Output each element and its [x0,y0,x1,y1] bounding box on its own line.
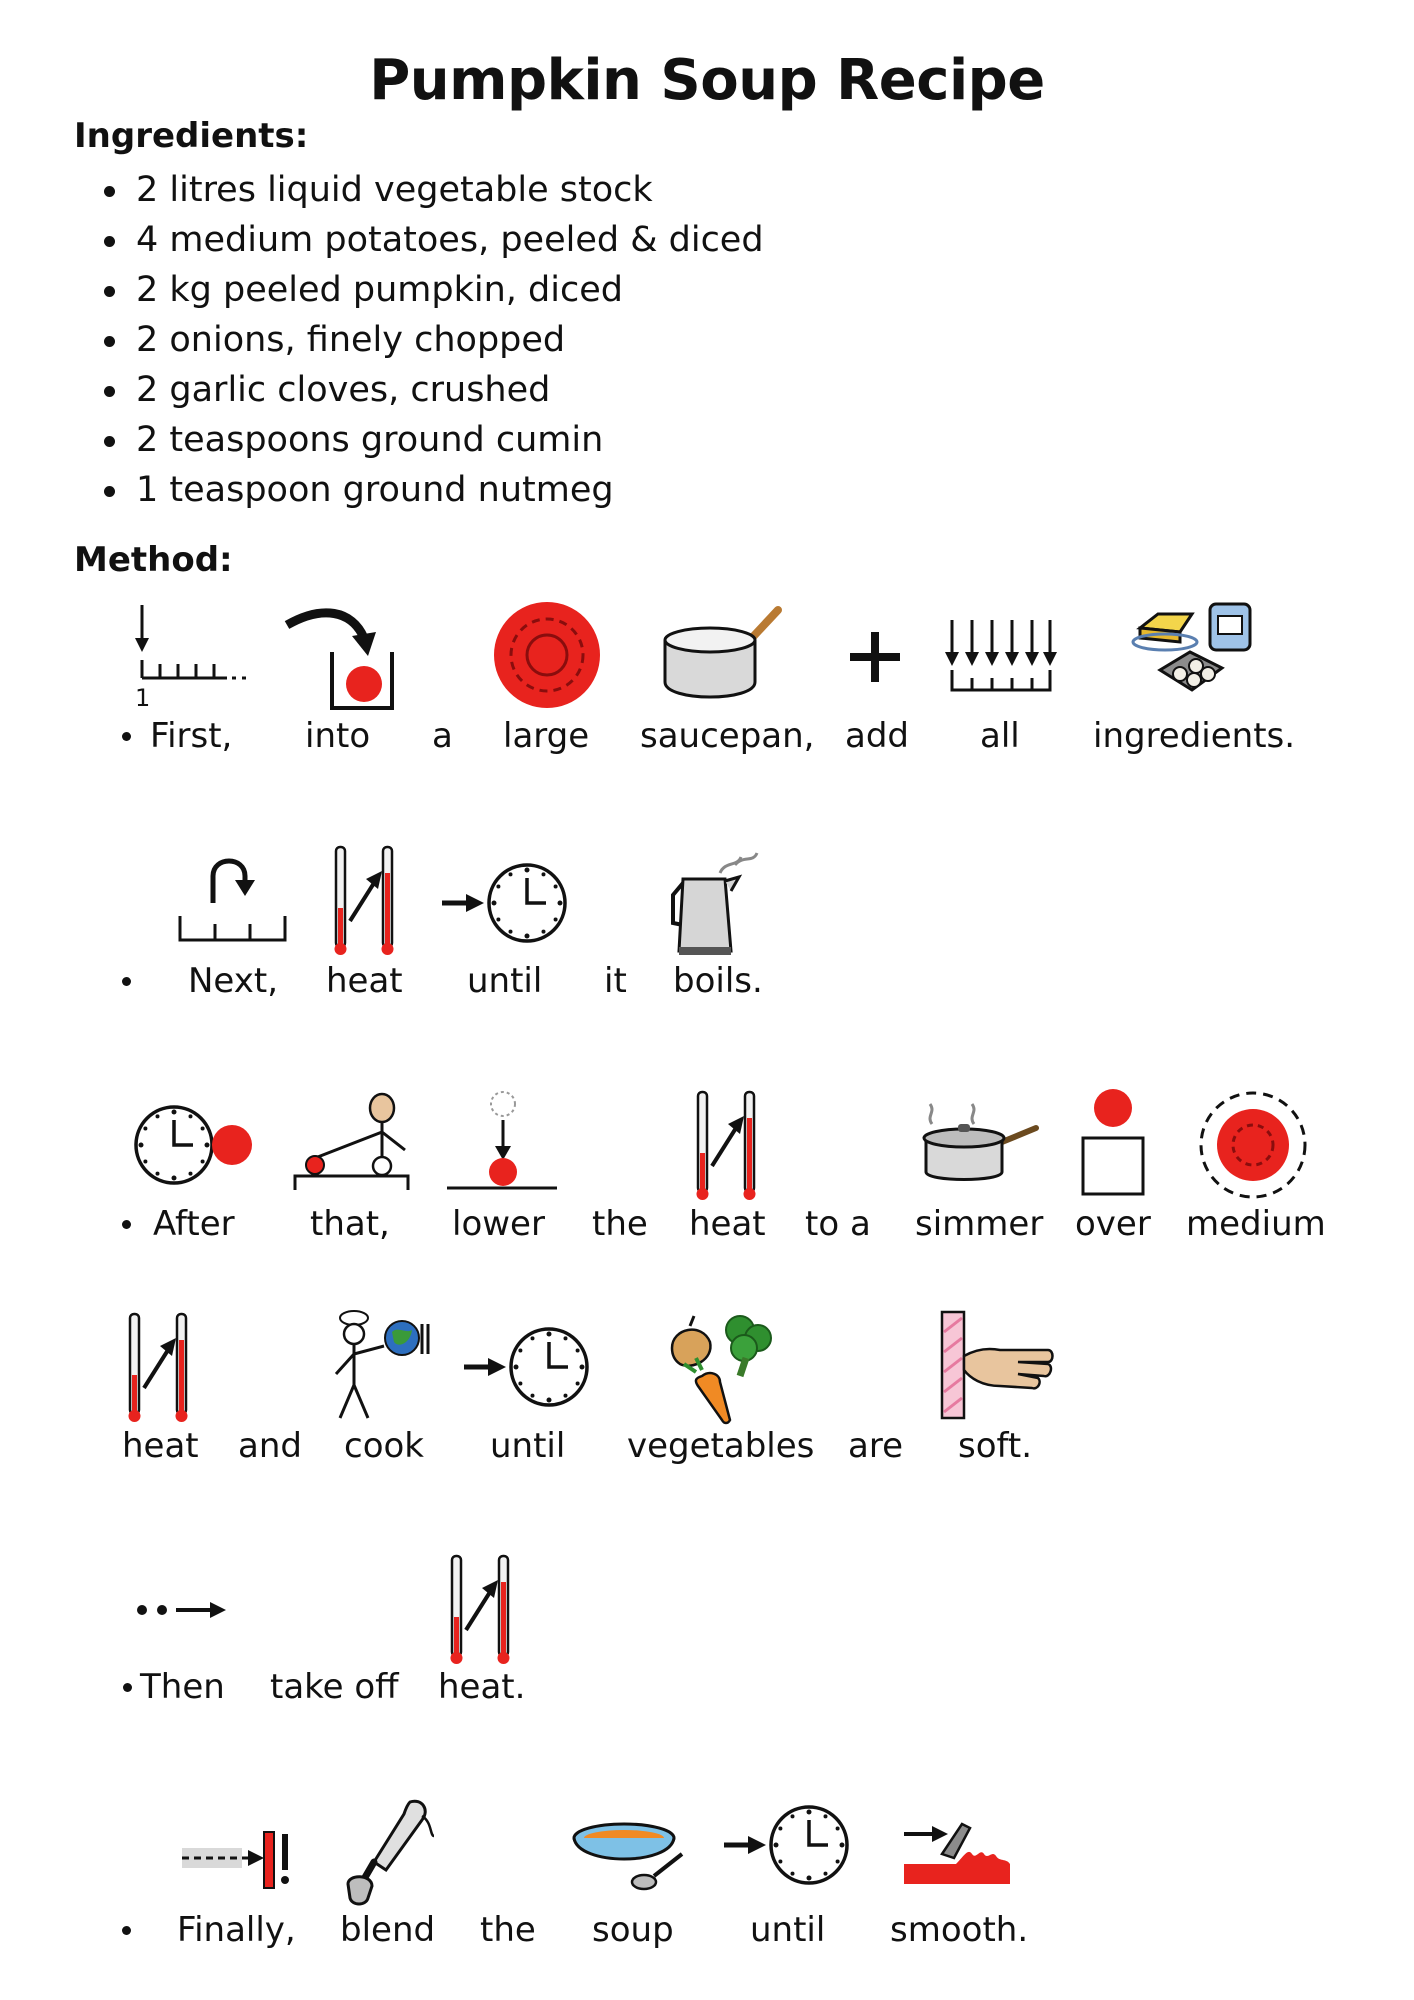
cook-icon [332,1310,432,1425]
heat-icon [124,1310,194,1425]
step-word: the [480,1910,536,1950]
lower-icon [445,1090,560,1195]
step-word: it [604,961,627,1001]
step-word: are [848,1426,903,1466]
step-word: into [305,716,371,756]
next-icon [175,848,290,948]
step-word: heat [689,1204,766,1244]
blend-icon [330,1796,450,1916]
step-word: heat [326,961,403,1001]
soup-icon [572,1818,692,1903]
step-word: ingredients. [1093,716,1296,756]
until-icon [440,858,570,948]
step-word: a [432,716,453,756]
svg-text:1: 1 [135,684,151,712]
step-word: all [980,716,1020,756]
large-icon [492,600,602,710]
then-icon [134,1590,234,1630]
bullet [123,1683,132,1692]
step-word: heat. [438,1667,526,1707]
step-word: lower [452,1204,545,1244]
step-word: blend [340,1910,436,1950]
first-icon [132,600,252,710]
step-word: take off [270,1667,399,1707]
list-item: 2 garlic cloves, crushed [100,365,764,415]
over-icon [1078,1088,1148,1198]
step-word: over [1075,1204,1151,1244]
until-icon [462,1322,592,1412]
step-word: saucepan, [640,716,815,756]
step-word: that, [310,1204,390,1244]
step-word: until [467,961,543,1001]
list-item: 2 teaspoons ground cumin [100,415,764,465]
after-icon [132,1100,257,1190]
step-word: Finally, [177,1910,296,1950]
bullet [122,732,131,741]
bullet [122,1220,131,1229]
heat-icon [446,1552,516,1667]
step-word: smooth. [890,1910,1029,1950]
step-word: boils. [673,961,763,1001]
step-word: and [238,1426,302,1466]
simmer-icon [918,1100,1043,1185]
into-icon [282,600,402,715]
saucepan-icon [660,602,785,702]
step-word: medium [1186,1204,1326,1244]
heat-icon [330,843,400,958]
add-icon [846,628,906,688]
ingredients-heading: Ingredients: [74,116,309,156]
step-word: soup [592,1910,674,1950]
step-word: Then [140,1667,225,1707]
step-word: until [490,1426,566,1466]
step-word: until [750,1910,826,1950]
bullet [122,977,131,986]
list-item: 2 kg peeled pumpkin, diced [100,265,764,315]
boils-icon [665,843,780,958]
list-item: 4 medium potatoes, peeled & diced [100,215,764,265]
step-word: add [845,716,909,756]
method-heading: Method: [74,540,233,580]
ingredients-list [100,165,764,515]
soft-icon [938,1308,1058,1423]
until-icon [722,1800,852,1890]
bullet [122,1926,131,1935]
step-word: cook [344,1426,424,1466]
all-icon [942,618,1057,698]
step-word: After [153,1204,235,1244]
list-item: 1 teaspoon ground nutmeg [100,465,764,515]
step-word: First, [150,716,233,756]
step-word: large [503,716,590,756]
heat-icon [692,1088,762,1203]
step-word: vegetables [627,1426,815,1466]
step-word: to a [805,1204,871,1244]
ingredients-icon [1130,598,1260,708]
list-item: 2 litres liquid vegetable stock [100,165,764,215]
medium-icon [1198,1090,1308,1200]
that-icon [290,1090,415,1195]
list-item: 2 onions, finely chopped [100,315,764,365]
page-title: Pumpkin Soup Recipe [369,48,1045,113]
step-word: heat [122,1426,199,1466]
smooth-icon [902,1818,1017,1893]
step-word: the [592,1204,648,1244]
step-word: simmer [915,1204,1044,1244]
step-word: soft. [958,1426,1033,1466]
step-word: Next, [188,961,279,1001]
finally-icon [180,1822,295,1897]
vegetables-icon [662,1308,782,1428]
